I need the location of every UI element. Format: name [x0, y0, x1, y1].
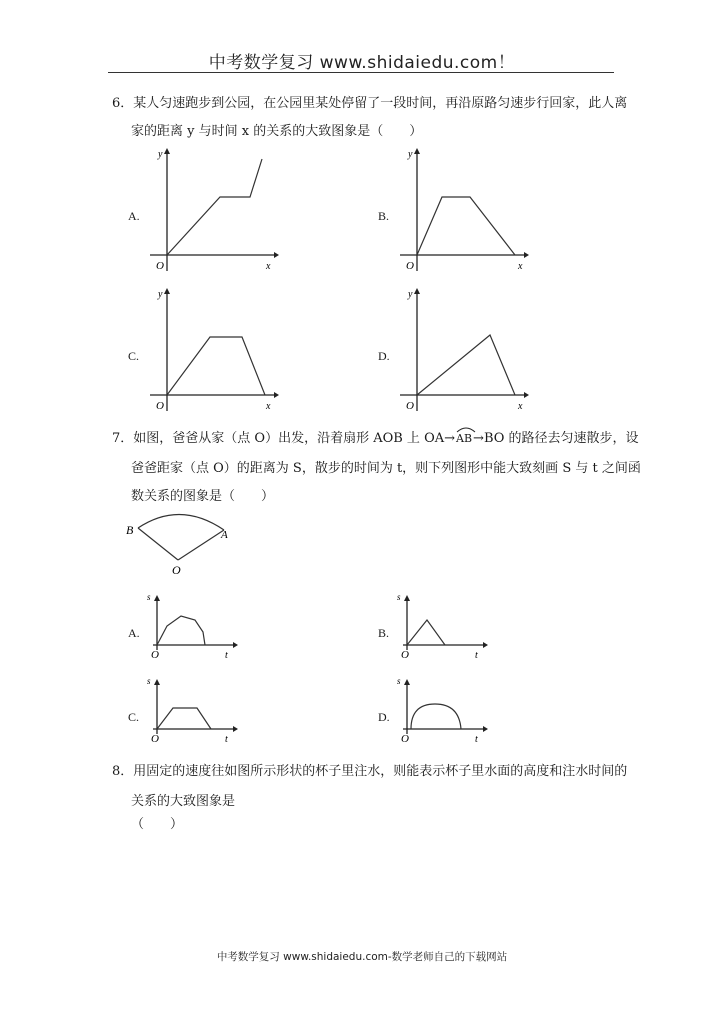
s-axis-arrow: [404, 595, 410, 601]
s-axis-label: s: [397, 676, 401, 686]
x-axis-label: x: [518, 401, 523, 412]
q7-option-d-graph: [393, 672, 493, 744]
s-axis-label: s: [147, 592, 151, 602]
y-axis-label: y: [408, 289, 413, 300]
question-7-line-2: 爸爸距家（点 O）的距离为 S，散步的时间为 t，则下列图形中能大致刻画 S 与 t 之间函: [131, 461, 641, 476]
question-7-number: 7．: [112, 431, 134, 446]
origin-label: O: [401, 649, 409, 660]
graph-line: [417, 335, 515, 395]
arc-ab-notation: [455, 431, 473, 447]
graph-line: [157, 708, 211, 729]
q7-sector-figure: [120, 508, 240, 580]
q6-option-a-label: A.: [128, 209, 140, 223]
y-axis-arrow: [164, 148, 170, 154]
point-a-label: A: [221, 529, 228, 541]
q6-option-b-label: B.: [378, 209, 390, 223]
x-axis-label: x: [266, 261, 271, 272]
x-axis-label: x: [266, 401, 271, 412]
graph-line: [407, 620, 445, 645]
t-axis-arrow: [233, 726, 238, 732]
q7-option-b-label: B.: [378, 626, 390, 640]
arc-ab-label: AB: [456, 432, 473, 445]
question-8-text-line-1: [112, 764, 627, 780]
q6-option-d-label: D.: [378, 349, 390, 363]
question-6-line-2: 家的距离 y 与时间 x 的关系的大致图象是（ ）: [131, 124, 423, 139]
question-8-line-2: 关系的大致图象是: [131, 794, 236, 809]
graph-line: [417, 197, 515, 255]
question-8-line-3: （ ）: [131, 817, 184, 832]
arc-mark-icon: [455, 425, 477, 433]
page-footer: 中考数学复习 www.shidaiedu.com-数学老师自己的下载网站: [216, 951, 508, 963]
q7-option-a-graph: [143, 588, 243, 660]
t-axis-label: t: [225, 650, 228, 660]
q6-option-c-graph: [150, 285, 280, 415]
y-axis-label: y: [158, 289, 163, 300]
q7-option-c-label: C.: [128, 710, 140, 724]
question-7-line-1-tail: →BO 的路径去匀速散步，设: [473, 431, 639, 446]
s-axis-arrow: [404, 679, 410, 685]
y-axis-arrow: [164, 288, 170, 294]
question-6-number: 6．: [112, 96, 134, 111]
graph-curve: [411, 704, 461, 729]
t-axis-arrow: [483, 642, 488, 648]
q7-option-a-label: A.: [128, 626, 140, 640]
origin-label: O: [156, 260, 164, 272]
q6-option-a-graph: [150, 145, 280, 275]
t-axis-label: t: [475, 734, 478, 744]
origin-label: O: [151, 733, 159, 744]
question-7-line-1: 如图，爸爸从家（点 O）出发，沿着扇形 AOB 上 OA→: [133, 431, 456, 446]
origin-label: O: [151, 649, 159, 660]
page-header-title: 中考数学复习 www.shidaiedu.com！: [208, 53, 516, 73]
y-axis-label: y: [408, 149, 413, 160]
s-axis-label: s: [147, 676, 151, 686]
y-axis-arrow: [414, 288, 420, 294]
origin-label: O: [401, 733, 409, 744]
x-axis-arrow: [274, 252, 279, 258]
q6-option-d-graph: [400, 285, 530, 415]
question-7-text-line-1: [112, 431, 639, 447]
s-axis-arrow: [154, 595, 160, 601]
question-7-line-3: 数关系的图象是（ ）: [131, 489, 275, 504]
origin-label: O: [406, 260, 414, 272]
t-axis-arrow: [233, 642, 238, 648]
question-6-text-line-1: [112, 96, 627, 112]
sector-arc: [138, 514, 224, 530]
origin-label: O: [156, 400, 164, 412]
origin-label: O: [406, 400, 414, 412]
point-b-label: B: [126, 523, 134, 537]
point-o-label: O: [172, 563, 181, 577]
question-6-line-1: 某人匀速跑步到公园，在公园里某处停留了一段时间，再沿原路匀速步行回家，此人离: [133, 96, 628, 111]
x-axis-arrow: [274, 392, 279, 398]
x-axis-arrow: [524, 392, 529, 398]
sector-radius-oa: [178, 530, 224, 560]
t-axis-label: t: [225, 734, 228, 744]
header-divider: [108, 72, 614, 73]
t-axis-label: t: [475, 650, 478, 660]
question-8-line-1: 用固定的速度往如图所示形状的杯子里注水，则能表示杯子里水面的高度和注水时间的: [133, 764, 628, 779]
graph-line: [167, 337, 265, 395]
x-axis-arrow: [524, 252, 529, 258]
sector-radius-ob: [138, 528, 178, 560]
q6-option-b-graph: [400, 145, 530, 275]
question-8-number: 8．: [112, 764, 134, 779]
q7-option-b-graph: [393, 588, 493, 660]
x-axis-label: x: [518, 261, 523, 272]
s-axis-label: s: [397, 592, 401, 602]
graph-line: [157, 616, 205, 645]
graph-line: [167, 159, 262, 255]
t-axis-arrow: [483, 726, 488, 732]
y-axis-arrow: [414, 148, 420, 154]
q7-option-d-label: D.: [378, 710, 390, 724]
q6-option-c-label: C.: [128, 349, 140, 363]
y-axis-label: y: [158, 149, 163, 160]
q7-option-c-graph: [143, 672, 243, 744]
s-axis-arrow: [154, 679, 160, 685]
